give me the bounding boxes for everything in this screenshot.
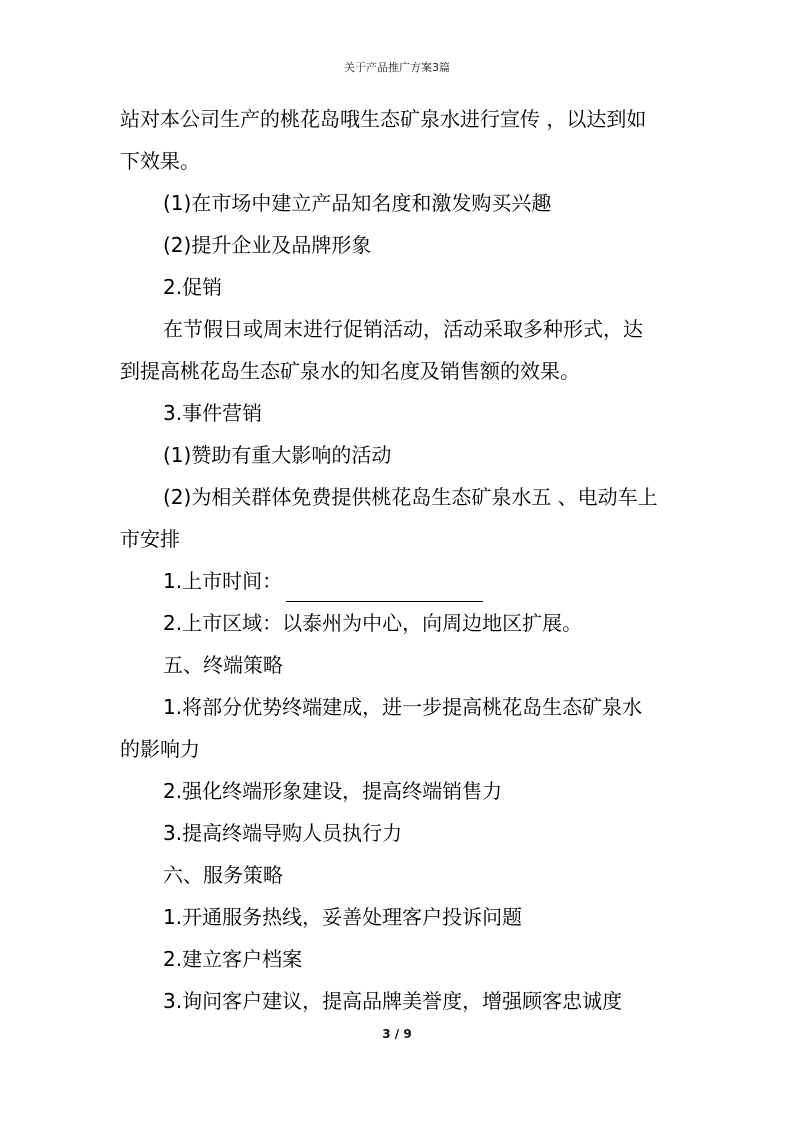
page-header: 关于产品推广方案3篇: [344, 61, 450, 74]
paragraph-line: 在节假日或周末进行促销活动，活动采取多种形式，达: [163, 317, 643, 341]
section-heading: 3.事件营销: [163, 401, 263, 425]
paragraph-line: 到提高桃花岛生态矿泉水的知名度及销售额的效果。: [120, 359, 580, 383]
section-heading: 六、服务策略: [163, 863, 283, 887]
paragraph-line: 1.将部分优势终端建成，进一步提高桃花岛生态矿泉水: [163, 695, 643, 719]
paragraph-line: (1)赞助有重大影响的活动: [163, 443, 392, 467]
paragraph-line: 2.上市区域：以泰州为中心，向周边地区扩展。: [163, 611, 583, 635]
paragraph-line: 站对本公司生产的桃花岛哦生态矿泉水进行宣传 ，以达到如: [120, 107, 647, 131]
paragraph-line: 的影响力: [120, 737, 200, 761]
paragraph-line: (2)提升企业及品牌形象: [163, 233, 372, 257]
paragraph-line: 3.询问客户建议，提高品牌美誉度，增强顾客忠诚度: [163, 989, 623, 1013]
section-heading: 2.促销: [163, 275, 223, 299]
paragraph-line: 下效果。: [120, 149, 200, 173]
paragraph-line: 2.建立客户档案: [163, 947, 303, 971]
paragraph-line: 1.开通服务热线，妥善处理客户投诉问题: [163, 905, 523, 929]
launch-time-line: [120, 560, 680, 602]
document-body: [120, 98, 680, 1022]
paragraph-line: (1)在市场中建立产品知名度和激发购买兴趣: [163, 191, 552, 215]
page-number: 3 / 9: [382, 1027, 412, 1041]
paragraph-line: 3.提高终端导购人员执行力: [163, 821, 403, 845]
paragraph-line: 市安排: [120, 527, 180, 551]
section-heading: 五、终端策略: [163, 653, 283, 677]
paragraph-line: 2.强化终端形象建设，提高终端销售力: [163, 779, 503, 803]
paragraph-line: (2)为相关群体免费提供桃花岛生态矿泉水五 、电动车上: [163, 485, 658, 509]
launch-time-label: 1.上市时间：: [163, 569, 283, 593]
launch-time-blank: [286, 577, 483, 602]
